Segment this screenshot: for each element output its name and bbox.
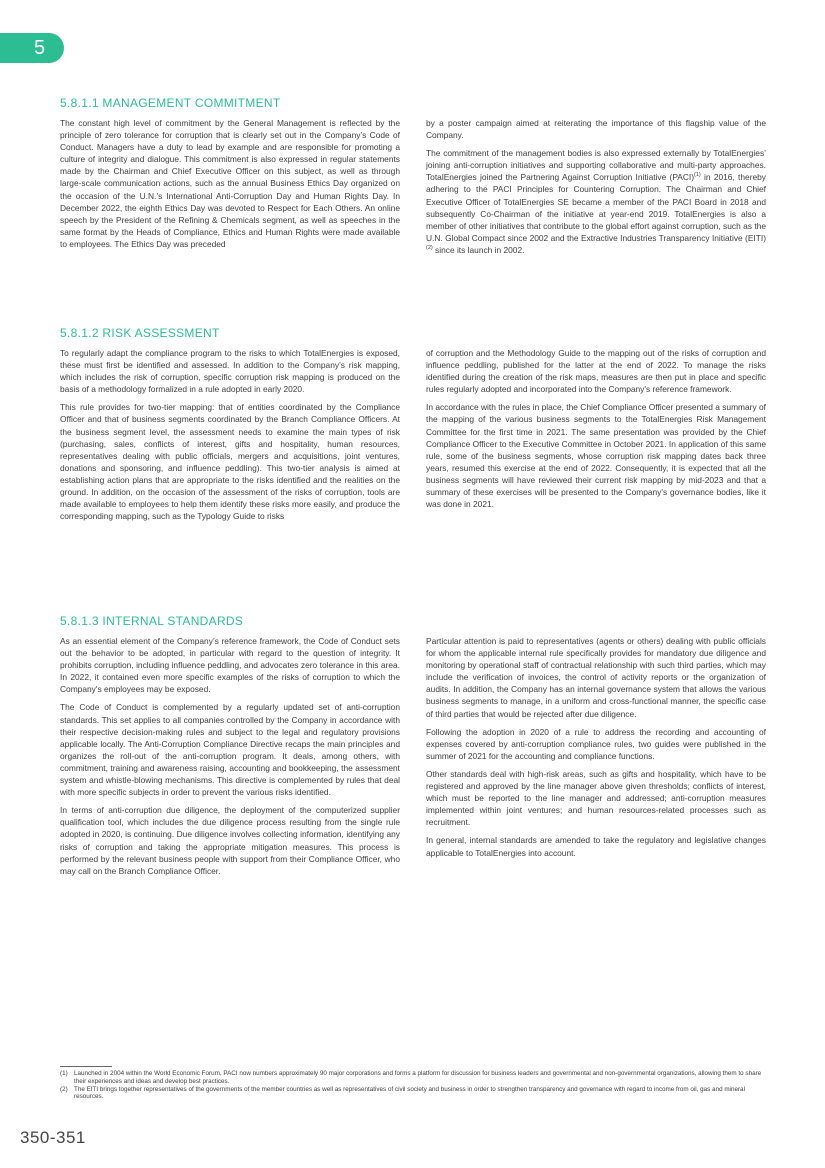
paragraph: by a poster campaign aimed at reiterating the importance of this flagship value of the Company. [426,118,766,141]
paragraph: To regularly adapt the compliance program to the risks to which TotalEnergies is exposed, these must first be identified and assessed. In addition to the Company’s risk mapping, which includes the risk of corruption, specific corruption risk mapping is produced on the basis of a methodology formalized in a rule adopted in early 2020. [60,348,400,395]
footnote-number: (1) [60,1070,68,1077]
footnote-text: The EITI brings together representatives of the governments of the member countries as well as representatives of civil society and business in order to strengthen transparency and governance with regard to income from oil, gas and mineral resources. [74,1085,745,1101]
left-column [60,117,400,262]
paragraph: Particular attention is paid to representatives (agents or others) dealing with public officials for whom the applicable internal rule specifically provides for mandatory due diligence and monitoring by operational staff of contractual relationship with such third parties, which may include the verification of invoices, the control of activity reports or the organization of audits. In addition, the Company has an internal governance system that allows the various business segments to manage, in a uniform and cross-functional manner, the specific case of third parties that would be rejected after due diligence. [426,636,766,719]
text-run: in 2016, thereby adhering to the PACI Principles for Countering Corruption. The Chairman and Chief Executive Officer of TotalEnergies SE became a member of the PACI Board in 2018 and subsequently Co-Chairman of the initiative at year-end 2019. TotalEnergies is also a member of other initiatives that contribute to the global effort against corruption, such as the U.N. Global Compact since 2002 and the Extractive Industries Transparency Initiative (EITI) [426,172,766,243]
section-management-commitment [60,95,766,262]
section-heading: 5.8.1.2 RISK ASSESSMENT [60,326,220,340]
paragraph: In accordance with the rules in place, the Chief Compliance Officer presented a summary of the mapping of the various business segments to the TotalEnergies Risk Management Committee for the first time in 2021. The same presentation was provided by the Chief Compliance Officer to the Executive Committee in October 2021. In application of this same rule, some of the business segments, whose corruption risk mapping dates back three years, resumed this exercise at the end of 2022. Consequently, it is expected that all the business segments will have reviewed their current risk mapping by mid-2023 and that a summary of these exercises will be presented to the Company's governance bodies, like it was done in 2021. [426,402,766,510]
chapter-tab: 5 [0,33,64,63]
paragraph [426,147,766,256]
left-column [60,635,400,883]
paragraph: In general, internal standards are amended to take the regulatory and legislative changes applicable to TotalEnergies into account. [426,835,766,858]
right-column [426,117,766,262]
footnote-divider [60,1066,112,1067]
right-column [426,347,766,528]
page-number: 350-351 [20,1128,86,1147]
left-column [60,347,400,528]
section-heading: 5.8.1.3 INTERNAL STANDARDS [60,614,244,628]
right-column [426,635,766,883]
paragraph: Following the adoption in 2020 of a rule to address the recording and accounting of expenses covered by anti-corruption compliance rules, two guides were published in the summer of 2021 for the accounting and compliance functions. [426,726,766,761]
paragraph: Other standards deal with high-risk areas, such as gifts and hospitality, which have to be registered and approved by the line manager above given thresholds; conflicts of interest, which must be reported to the line manager and addressed; anti-corruption measures implemented within joint ventures; and human resources-related processes such as recruitment. [426,768,766,828]
paragraph: The constant high level of commitment by the General Management is reflected by the principle of zero tolerance for corruption that is clearly set out in the Company’s Code of Conduct. Managers have a duty to lead by example and are responsible for promoting a culture of integrity and dialogue. This commitment is also expressed in regular statements made by the Chairman and Chief Executive Officer on this subject, as well as through large-scale communication actions, such as the annual Business Ethics Day organized on the occasion of the U.N.’s International Anti-Corruption Day and Human Rights Day. In December 2022, the eighth Ethics Day was devoted to Respect for Each Others. An online speech by the President of the Refining & Chemicals segment, as well as speeches in the same format by the Heads of Compliance, Ethics and Human Rights were made available to employees. The Ethics Day was preceded [60,118,400,249]
paragraph: of corruption and the Methodology Guide to the mapping out of the risks of corruption and influence peddling, published for the latter at the end of 2022. To manage the risks identified during the creation of the risk maps, measures are then put in place and specific rules regularly adopted and incorporated into the Company's reference framework. [426,348,766,395]
section-risk-assessment [60,325,766,528]
text-run: The commitment of the management bodies is also expressed externally by TotalEnergies’ joining anti-corruption initiatives and supporting collaborative and multi-party approaches. TotalEnergies joined the Partnering Against Corruption Initiative (PACI) [426,148,766,183]
paragraph: This rule provides for two-tier mapping: that of entities coordinated by the Compliance Officer and that of business segments coordinated by the Branch Compliance Officers. At the business segment level, the assessment needs to examine the main types of risk (purchasing, sales, conflicts of interest, gifts and hospitality, human resources, representatives dealing with public officials, mergers and acquisitions, joint ventures, donations and sponsoring, and influence peddling). This two-tier analysis is aimed at establishing action plans that are appropriate to the risks identified and the realities on the ground. In addition, on the occasion of the assessment of the risks of corruption, tools are made available to employees to help them identify these risks more easily, and produce the corresponding mapping, such as the Typology Guide to risks [60,402,400,522]
footnote-text: Launched in 2004 within the World Economic Forum, PACI now numbers approximately 90 major corporations and forms a platform for discussion for business leaders and governmental and non-governmental organizations, allowing them to share their experiences and ideas and develop best practices. [74,1070,762,1085]
footnote-ref-2: (2) [426,245,433,252]
section-heading: 5.8.1.1 MANAGEMENT COMMITMENT [60,96,281,110]
paragraph: As an essential element of the Company’s reference framework, the Code of Conduct sets out the behavior to be adopted, in particular with regard to the question of integrity. It prohibits corruption, including influence peddling, and advocates zero tolerance in this area. In 2022, it contained even more specific examples of the risks of corruption to which the Company's employees may be exposed. [60,636,400,695]
footnote [60,1086,766,1101]
footnote-number: (2) [60,1085,68,1093]
section-internal-standards [60,613,766,883]
footnotes [60,1070,766,1101]
footnote-ref-1: (1) [694,172,701,179]
footnote [60,1070,766,1085]
paragraph: The Code of Conduct is complemented by a regularly updated set of anti-corruption standards. This set applies to all companies controlled by the Company in accordance with their respective decision-making rules and subject to the legal and regulatory provisions applicable locally. The Anti-Corruption Compliance Directive recaps the main principles and organizes the roll-out of the anti-corruption program. It deals, among others, with commitment, training and awareness raising, accounting and bookkeeping, the assessment system and whistle-blowing mechanisms. This directive is complemented by rules that deal with more specific subjects in order to prevent the various risks identified. [60,702,400,798]
paragraph: In terms of anti-corruption due diligence, the deployment of the computerized supplier qualification tool, which includes the due diligence process resulting from the single rule adopted in 2020, is continuing. Due diligence involves collecting information, identifying any risks of corruption and taking the appropriate mitigation measures. This process is performed by the relevant business people with support from their Compliance Officer, who may call on the Branch Compliance Officer. [60,805,400,876]
text-run: since its launch in 2002. [432,244,525,255]
